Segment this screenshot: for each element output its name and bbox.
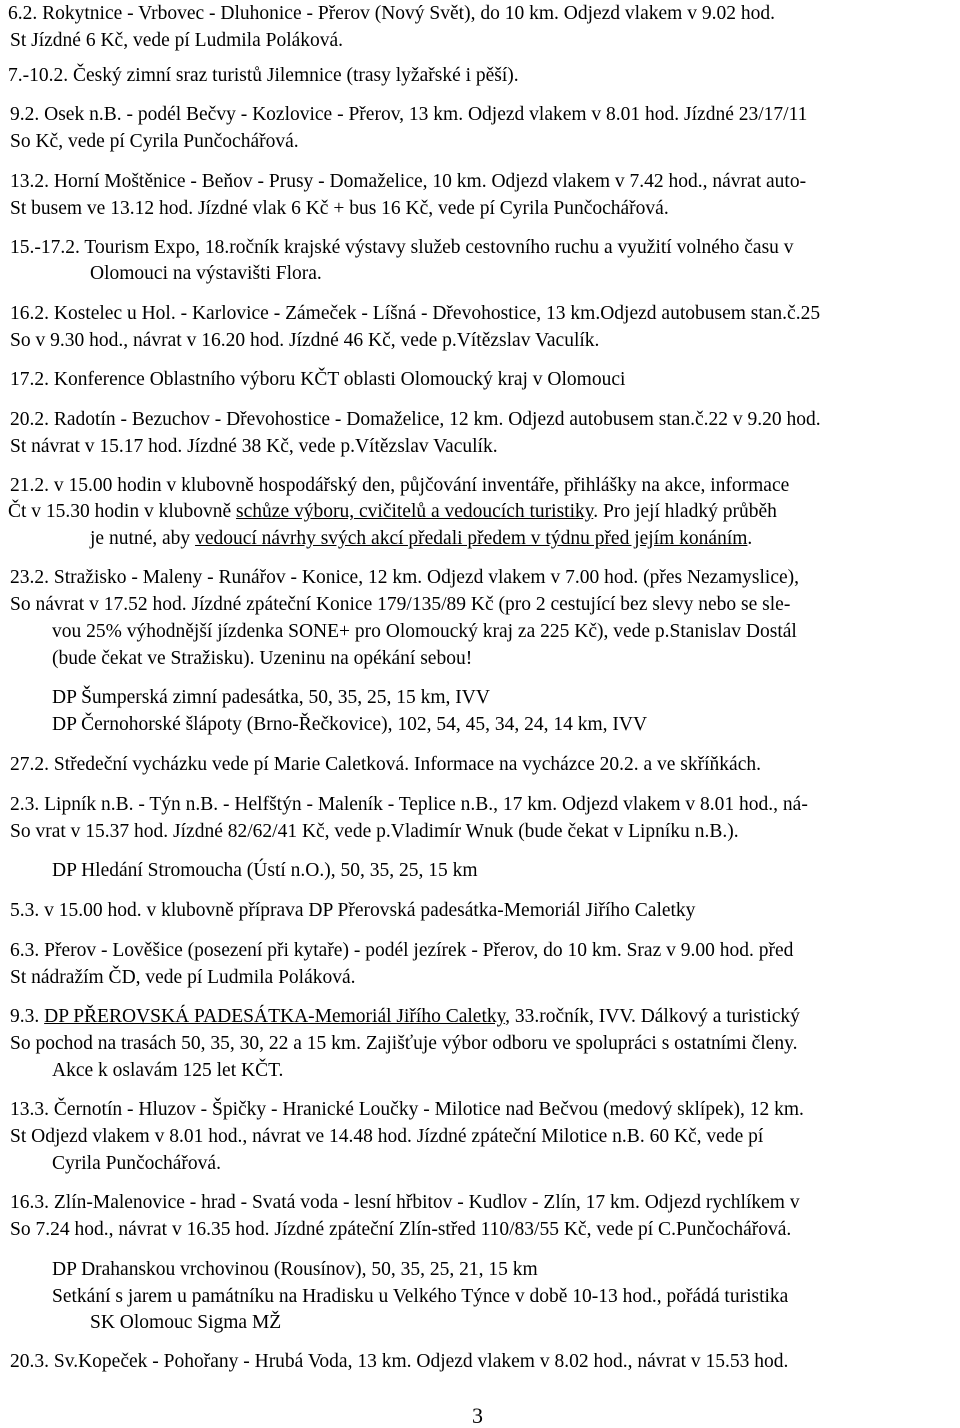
schedule-entry-line	[10, 1005, 800, 1029]
schedule-entry-line: 13.2. Horní Moštěnice - Beňov - Prusy - Domaželice, 10 km. Odjezd vlakem v 7.42 hod., návrat auto-	[10, 171, 807, 192]
schedule-entry-line: 9.2. Osek n.B. - podél Bečvy - Kozlovice - Přerov, 13 km. Odjezd vlakem v 8.01 hod. Jízdné 23/17/11	[10, 104, 808, 125]
schedule-entry-line: 5.3. v 15.00 hod. v klubovně příprava DP Přerovská padesátka-Memoriál Jiřího Caletky	[10, 900, 696, 921]
text-segment: 9.3.	[10, 1006, 45, 1027]
schedule-entry-line: 16.3. Zlín-Malenovice - hrad - Svatá voda - lesní hřbitov - Kudlov - Zlín, 17 km. Odjezd rychlíkem v	[10, 1192, 800, 1213]
schedule-entry-line: 21.2. v 15.00 hodin v klubovně hospodářský den, půjčování inventáře, přihlášky na akce, informace	[10, 475, 790, 496]
schedule-entry-line: So Kč, vede pí Cyrila Punčochářová.	[10, 131, 299, 152]
schedule-entry-line: 7.-10.2. Český zimní sraz turistů Jilemnice (trasy lyžařské i pěší).	[8, 65, 519, 86]
schedule-entry-line: 20.3. Sv.Kopeček - Pohořany - Hrubá Voda, 13 km. Odjezd vlakem v 8.02 hod., návrat v 15.53 hod.	[10, 1351, 789, 1372]
schedule-entry-line: DP Šumperská zimní padesátka, 50, 35, 25, 15 km, IVV	[52, 687, 490, 708]
schedule-entry-line: 15.-17.2. Tourism Expo, 18.ročník krajské výstavy služeb cestovního ruchu a využití volného času v	[10, 237, 794, 258]
schedule-entry-line: DP Drahanskou vrchovinou (Rousínov), 50, 35, 25, 21, 15 km	[52, 1259, 538, 1280]
schedule-entry-line: St Jízdné 6 Kč, vede pí Ludmila Poláková.	[10, 30, 344, 51]
text-segment: Čt v 15.30 hodin v klubovně	[8, 501, 237, 522]
schedule-entry-line: 23.2. Stražisko - Maleny - Runářov - Konice, 12 km. Odjezd vlakem v 7.00 hod. (přes Nezamyslice),	[10, 567, 800, 588]
schedule-entry-line: So pochod na trasách 50, 35, 30, 22 a 15 km. Zajišťuje výbor odboru ve spolupráci s ostatními členy.	[10, 1033, 798, 1054]
underlined-text: vedoucí návrhy svých akcí předali předem v týdnu před jejím konáním	[195, 528, 748, 549]
schedule-entry-line: 27.2. Středeční vycházku vede pí Marie Caletková. Informace na vycházce 20.2. a ve skříňkách.	[10, 754, 761, 775]
schedule-entry-line: So návrat v 17.52 hod. Jízdné zpáteční Konice 179/135/89 Kč (pro 2 cestující bez slevy nebo se sle-	[10, 594, 791, 615]
schedule-entry-line	[90, 527, 752, 551]
schedule-entry-line: 16.2. Kostelec u Hol. - Karlovice - Zámeček - Líšná - Dřevohostice, 13 km.Odjezd autobusem stan.č.25	[10, 303, 821, 324]
schedule-entry-line: 2.3. Lipník n.B. - Týn n.B. - Helfštýn - Maleník - Teplice n.B., 17 km. Odjezd vlakem v 8.01 hod., ná-	[10, 794, 808, 815]
page-number: 3	[472, 1403, 483, 1428]
schedule-entry-line: (bude čekat ve Stražisku). Uzeninu na opékání sebou!	[52, 648, 473, 669]
schedule-entry-line: DP Černohorské šlápoty (Brno-Řečkovice), 102, 54, 45, 34, 24, 14 km, IVV	[52, 714, 648, 735]
schedule-entry-line: St Odjezd vlakem v 8.01 hod., návrat ve 14.48 hod. Jízdné zpáteční Milotice n.B. 60 Kč, vede pí	[10, 1126, 764, 1147]
schedule-entry-line: vou 25% výhodnější jízdenka SONE+ pro Olomoucký kraj za 225 Kč), vede p.Stanislav Dostál	[52, 621, 797, 642]
schedule-entry-line: 6.3. Přerov - Lověšice (posezení při kytaře) - podél jezírek - Přerov, do 10 km. Sraz v 9.00 hod. před	[10, 940, 794, 961]
schedule-entry-line: Akce k oslavám 125 let KČT.	[52, 1060, 284, 1081]
text-segment: , 33.ročník, IVV. Dálkový a turistický	[505, 1006, 800, 1027]
schedule-entry-line: SK Olomouc Sigma MŽ	[90, 1312, 282, 1333]
schedule-entry-line: So v 9.30 hod., návrat v 16.20 hod. Jízdné 46 Kč, vede p.Vítězslav Vaculík.	[10, 330, 600, 351]
underlined-text: DP PŘEROVSKÁ PADESÁTKA-Memoriál Jiřího Caletky	[44, 1006, 506, 1027]
schedule-entry-line: St nádražím ČD, vede pí Ludmila Poláková.	[10, 967, 356, 988]
schedule-entry-line: So vrat v 15.37 hod. Jízdné 82/62/41 Kč, vede p.Vladimír Wnuk (bude čekat v Lipníku n.B.).	[10, 821, 739, 842]
schedule-entry-line: Cyrila Punčochářová.	[52, 1153, 221, 1174]
schedule-entry-line: 20.2. Radotín - Bezuchov - Dřevohostice - Domaželice, 12 km. Odjezd autobusem stan.č.22 v 9.20 hod.	[10, 409, 821, 430]
schedule-entry-line: 6.2. Rokytnice - Vrbovec - Dluhonice - Přerov (Nový Svět), do 10 km. Odjezd vlakem v 9.02 hod.	[8, 3, 775, 24]
schedule-entry-line: So 7.24 hod., návrat v 16.35 hod. Jízdné zpáteční Zlín-střed 110/83/55 Kč, vede pí C.Punčochářová.	[10, 1219, 792, 1240]
schedule-entry-line: DP Hledání Stromoucha (Ústí n.O.), 50, 35, 25, 15 km	[52, 860, 478, 881]
schedule-entry-line: St busem ve 13.12 hod. Jízdné vlak 6 Kč + bus 16 Kč, vede pí Cyrila Punčochářová.	[10, 198, 669, 219]
schedule-entry-line: Olomouci na výstavišti Flora.	[90, 263, 322, 284]
text-segment: . Pro její hladký průběh	[593, 501, 777, 522]
schedule-entry-line	[8, 500, 777, 524]
schedule-entry-line: 13.3. Černotín - Hluzov - Špičky - Hranické Loučky - Milotice nad Bečvou (medový sklípek), 12 km.	[10, 1099, 804, 1120]
underlined-text: schůze výboru, cvičitelů a vedoucích turistiky	[236, 501, 594, 522]
text-segment: .	[747, 528, 753, 549]
text-segment: je nutné, aby	[90, 528, 196, 549]
schedule-entry-line: Setkání s jarem u památníku na Hradisku u Velkého Týnce v době 10-13 hod., pořádá turistika	[52, 1286, 789, 1307]
schedule-entry-line: St návrat v 15.17 hod. Jízdné 38 Kč, vede p.Vítězslav Vaculík.	[10, 436, 498, 457]
schedule-entry-line: 17.2. Konference Oblastního výboru KČT oblasti Olomoucký kraj v Olomouci	[10, 369, 626, 390]
